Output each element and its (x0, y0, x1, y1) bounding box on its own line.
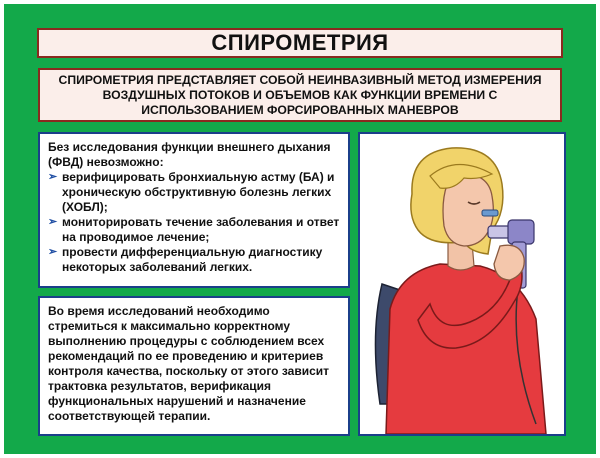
fvd-intro: Без исследования функции внешнего дыхания (ФВД) невозможно: (48, 140, 331, 169)
illustration-panel (358, 132, 566, 436)
definition-text: СПИРОМЕТРИЯ ПРЕДСТАВЛЯЕТ СОБОЙ НЕИНВАЗИВНЫЙ МЕТОД ИЗМЕРЕНИЯ ВОЗДУШНЫХ ПОТОКОВ И ОБЪЕМОВ КАК ФУНКЦИИ ВРЕМЕНИ С ИСПОЛЬЗОВАНИЕМ ФОРСИРОВАННЫХ МАНЕВРОВ (58, 72, 542, 117)
title-box (37, 28, 563, 58)
fvd-bullet-list (48, 170, 340, 275)
slide (4, 4, 596, 454)
list-item (48, 170, 340, 215)
woman-using-spirometer-illustration (360, 134, 564, 434)
list-item-text: верифицировать бронхиальную астму (БА) и хроническую обструктивную болезнь легких (ХОБЛ); (62, 170, 335, 214)
list-item-text: мониторировать течение заболевания и ответ на проводимое лечение; (62, 215, 340, 244)
fvd-panel (38, 132, 350, 288)
list-item-text: провести дифференциальную диагностику некоторых заболеваний легких. (62, 245, 323, 274)
procedure-panel (38, 296, 350, 436)
definition-box (38, 68, 562, 122)
page-title: СПИРОМЕТРИЯ (211, 30, 389, 55)
arrow-bullet-icon: ➢ (48, 216, 58, 228)
arrow-bullet-icon: ➢ (48, 171, 58, 183)
list-item (48, 245, 340, 275)
arrow-bullet-icon: ➢ (48, 246, 58, 258)
list-item (48, 215, 340, 245)
procedure-text: Во время исследований необходимо стремиться к максимально корректному выполнению процедуры с соблюдением всех рекомендаций по ее проведению и критериев контроля качества, поскольку от этого зависит трактовка результатов, верификация функциональных нарушений и назначение соответствующей терапии. (48, 304, 330, 423)
